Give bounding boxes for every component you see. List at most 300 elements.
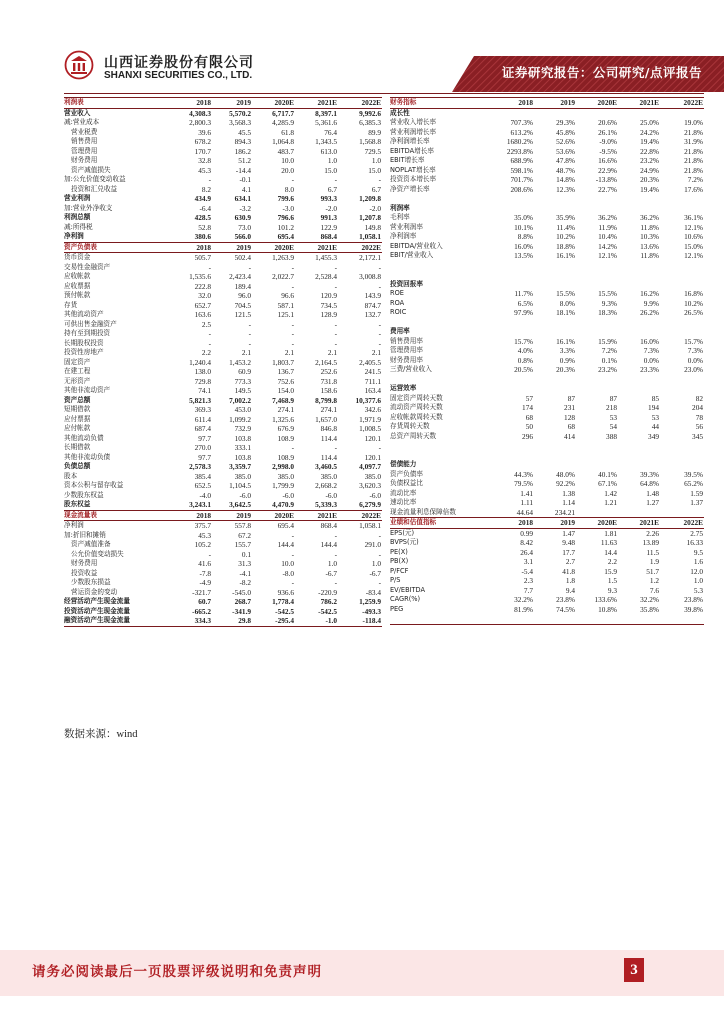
row-label: 投资活动产生现金流量: [64, 606, 130, 615]
table-cell: -: [334, 319, 337, 329]
table-cell: 16.33: [686, 538, 703, 547]
table-row: [390, 451, 704, 461]
table-cell: 1,803.7: [272, 357, 294, 367]
table-cell: 44: [651, 422, 659, 431]
row-label: 短期借款: [64, 405, 91, 413]
table-cell: -6.4: [199, 203, 211, 213]
table-cell: 19.4%: [640, 137, 659, 146]
table-row: [390, 365, 704, 375]
table-row: [390, 223, 704, 233]
row-label: 流动比率: [390, 488, 417, 497]
table-cell: 15.5%: [598, 289, 617, 298]
table-cell: 20.0: [281, 165, 294, 175]
table-cell: 222.8: [194, 281, 211, 291]
table-row: [64, 358, 382, 368]
table-cell: 128: [564, 412, 575, 422]
table-cell: 14.8%: [556, 175, 575, 184]
row-label: 应收票据: [64, 281, 91, 290]
table-cell: 296: [522, 431, 533, 441]
table-cell: 611.4: [194, 414, 211, 424]
table-cell: 2.26: [646, 528, 659, 538]
table-cell: 51.7: [646, 566, 659, 576]
table-cell: -: [378, 338, 381, 348]
table-cell: 51.2: [238, 156, 251, 165]
table-cell: 53: [651, 412, 659, 422]
table-cell: 270.0: [194, 443, 211, 452]
table-cell: 16.1%: [556, 336, 575, 346]
row-label: 财务费用: [71, 559, 98, 567]
table-cell: -: [334, 578, 337, 587]
table-cell: 16.6%: [598, 156, 617, 165]
table-cell: 53.6%: [556, 146, 575, 156]
row-label: 加:营业外净收支: [64, 203, 113, 212]
table-cell: 2.7: [565, 557, 575, 566]
table-cell: 676.9: [277, 424, 294, 433]
table-row: [390, 318, 704, 328]
table-cell: 12.1%: [598, 251, 617, 260]
table-cell: [488, 261, 534, 271]
row-label: 长期股权投资: [64, 338, 104, 347]
table-row: [390, 166, 704, 176]
table-cell: [534, 318, 576, 328]
table-cell: 81.9%: [514, 604, 533, 614]
table-cell: 1,799.9: [272, 481, 294, 490]
table-row: [64, 242, 382, 253]
table-cell: 21.8%: [684, 146, 703, 156]
table-cell: -: [334, 175, 337, 184]
table-cell: [660, 460, 704, 470]
row-label: 销售费用率: [390, 336, 423, 345]
table-row: [390, 432, 704, 442]
table-row: [390, 460, 704, 470]
table-cell: 868.4: [320, 521, 337, 530]
table-cell: 13.89: [642, 538, 659, 547]
table-cell: -: [291, 530, 294, 540]
table-cell: 18.3%: [598, 308, 617, 317]
row-label: [390, 194, 488, 204]
table-cell: 385.0: [234, 471, 251, 481]
table-cell: 3,243.1: [189, 500, 211, 509]
table-cell: [488, 194, 534, 204]
row-label: 其他流动资产: [64, 310, 104, 318]
table-cell: 22.8%: [640, 146, 659, 156]
table-cell: [488, 327, 534, 337]
table-cell: 2020E: [576, 518, 618, 529]
table-cell: 1,657.0: [315, 414, 337, 424]
table-cell: 734.5: [320, 300, 337, 310]
table-cell: -: [378, 319, 381, 329]
table-row: [64, 147, 382, 157]
table-row: [64, 453, 382, 463]
table-cell: 36.1%: [684, 213, 703, 222]
table-row: [390, 156, 704, 166]
left-financial-table: [64, 97, 382, 627]
row-label: 速动比率: [390, 498, 417, 506]
table-cell: 1.2: [649, 576, 659, 585]
table-row: [64, 253, 382, 263]
row-label: 净利润增长率: [390, 137, 430, 145]
table-cell: 105.2: [194, 540, 211, 549]
table-cell: 1.0: [371, 559, 381, 568]
table-cell: 874.7: [364, 300, 381, 310]
table-cell: 7.3%: [643, 346, 659, 355]
table-cell: 0.1%: [601, 355, 617, 365]
table-cell: 17.6%: [684, 184, 703, 194]
row-label: 净利润: [64, 521, 84, 529]
table-cell: [534, 204, 576, 214]
table-cell: 729.5: [364, 146, 381, 156]
table-cell: 2,528.4: [315, 272, 337, 281]
row-label: P/FCF: [390, 566, 409, 575]
table-cell: 1,104.5: [229, 481, 251, 490]
data-source-note: 数据来源：wind: [64, 729, 138, 740]
row-label: 营业利润: [64, 194, 91, 202]
table-cell: 1.81: [604, 528, 617, 538]
row-label: 现金流量利息保障倍数: [390, 507, 456, 516]
table-cell: 707.3%: [510, 118, 533, 127]
table-cell: 208.6%: [510, 184, 533, 194]
table-row: [64, 500, 382, 510]
table-cell: 103.8: [234, 433, 251, 443]
table-row: [390, 137, 704, 147]
table-cell: 48.0%: [556, 469, 575, 479]
table-cell: 0.8%: [517, 355, 533, 365]
table-cell: [618, 375, 660, 385]
table-cell: 67.2: [238, 530, 251, 540]
table-row: [64, 481, 382, 491]
table-cell: 7.3%: [687, 346, 703, 355]
table-cell: 97.7: [198, 433, 211, 443]
table-cell: 2.5: [201, 319, 211, 329]
table-cell: 20.5%: [514, 365, 533, 374]
row-label: 利润总额: [64, 213, 91, 221]
company-name-cn: 山西证券股份有限公司: [104, 55, 254, 71]
table-cell: -: [378, 578, 381, 587]
table-cell: 20.3%: [556, 365, 575, 374]
table-row: [64, 472, 382, 482]
table-cell: -545.0: [232, 587, 251, 597]
table-row: [64, 540, 382, 550]
table-cell: -: [248, 262, 251, 272]
table-row: [390, 479, 704, 489]
table-cell: 11.63: [600, 538, 617, 547]
table-cell: 64.8%: [640, 479, 659, 488]
table-cell: 1.8: [565, 576, 575, 585]
table-cell: 1.0: [327, 559, 337, 568]
table-cell: 60.9: [238, 367, 251, 376]
table-row: [64, 156, 382, 166]
table-cell: 388: [606, 431, 617, 441]
table-cell: -: [248, 319, 251, 329]
row-label: 固定资产周转天数: [390, 393, 443, 402]
table-cell: 4.1: [241, 184, 251, 194]
row-label: 营业利润增长率: [390, 127, 437, 136]
row-label: 资产负债率: [390, 469, 423, 478]
row-label: 销售费用: [71, 137, 98, 145]
table-cell: -321.7: [192, 587, 211, 597]
table-row: [64, 272, 382, 282]
table-cell: 15.7%: [514, 336, 533, 346]
table-cell: 3,460.5: [315, 462, 337, 471]
table-cell: 2022E: [338, 98, 382, 109]
table-cell: 704.5: [234, 300, 251, 310]
table-cell: 29.8: [212, 616, 252, 626]
table-cell: [534, 375, 576, 385]
table-cell: 1.37: [690, 498, 703, 507]
row-label: 货币资金: [64, 253, 91, 261]
table-cell: 45.3: [198, 165, 211, 175]
table-cell: 786.2: [320, 597, 337, 606]
table-row: [390, 614, 704, 624]
table-cell: 23.8%: [684, 595, 703, 604]
row-label: 现金流量表: [64, 510, 172, 521]
table-cell: -9.5%: [599, 146, 617, 156]
table-cell: 73.0: [238, 222, 251, 232]
company-name-en: SHANXI SECURITIES CO., LTD.: [104, 70, 253, 81]
table-cell: 18.1%: [556, 308, 575, 317]
table-cell: 39.8%: [684, 604, 703, 614]
table-cell: 7,002.2: [229, 395, 251, 405]
table-cell: [618, 460, 660, 470]
table-cell: 18.8%: [556, 241, 575, 251]
table-row: [390, 289, 704, 299]
table-cell: [534, 280, 576, 290]
table-cell: 2021E: [295, 242, 338, 253]
table-cell: [576, 460, 618, 470]
table-cell: 2.2: [201, 348, 211, 357]
table-cell: -8.0: [282, 568, 294, 578]
table-row: [390, 356, 704, 366]
table-cell: 45.5: [238, 127, 251, 137]
table-cell: [618, 108, 660, 118]
table-cell: 2,405.5: [359, 357, 381, 367]
row-label: 长期借款: [64, 443, 91, 451]
table-row: [64, 531, 382, 541]
table-cell: 0.1: [241, 549, 251, 559]
table-cell: 1.5: [607, 576, 617, 585]
table-cell: 45.3: [198, 530, 211, 540]
table-cell: 8.42: [520, 538, 533, 547]
table-cell: 16.1%: [556, 251, 575, 260]
table-cell: 652.7: [194, 300, 211, 310]
table-cell: 10.0: [281, 559, 294, 568]
table-row: [390, 557, 704, 567]
table-cell: 9.3: [607, 585, 617, 595]
table-cell: 3,359.7: [229, 462, 251, 471]
table-cell: 634.1: [234, 194, 251, 203]
table-row: [390, 413, 704, 423]
table-row: [64, 194, 382, 204]
table-cell: [576, 508, 618, 518]
table-cell: 133.6%: [594, 595, 617, 604]
table-cell: 695.4: [277, 521, 294, 530]
table-cell: 3,568.3: [229, 118, 251, 127]
table-cell: 2,172.1: [359, 253, 381, 262]
table-cell: 11.7%: [514, 289, 533, 298]
table-cell: 274.1: [320, 405, 337, 414]
row-label: 利润率: [390, 203, 410, 212]
table-cell: 1.38: [562, 488, 575, 498]
table-cell: -6.0: [282, 490, 294, 500]
table-cell: -295.4: [252, 616, 295, 626]
table-cell: [660, 384, 704, 394]
table-cell: [534, 108, 576, 118]
table-cell: 158.6: [320, 386, 337, 395]
table-cell: 2293.8%: [506, 146, 533, 156]
row-label: 应付票据: [64, 414, 91, 423]
table-cell: 128.9: [320, 310, 337, 319]
row-label: NOPLAT增长率: [390, 165, 436, 174]
table-cell: 1,453.2: [229, 357, 251, 367]
table-cell: 2021E: [295, 98, 338, 109]
table-cell: 10.0: [281, 156, 294, 165]
company-logo-icon: [64, 50, 94, 80]
table-cell: 108.9: [277, 433, 294, 443]
table-row: [390, 346, 704, 356]
table-cell: -2.0: [325, 203, 337, 213]
table-cell: 453.0: [234, 405, 251, 414]
table-cell: 26.5%: [684, 308, 703, 317]
table-cell: [534, 384, 576, 394]
table-row: [64, 108, 382, 118]
table-cell: -493.3: [362, 606, 381, 616]
table-cell: [618, 261, 660, 271]
table-cell: 1,058.1: [359, 232, 381, 241]
table-row: [64, 310, 382, 320]
table-cell: 2,578.3: [189, 462, 211, 471]
table-cell: 29.3%: [556, 118, 575, 127]
table-row: [390, 595, 704, 605]
table-cell: 136.7: [277, 367, 294, 376]
table-cell: 385.0: [364, 471, 381, 481]
row-label: 三费/营业收入: [390, 365, 432, 373]
table-row: [390, 384, 704, 394]
table-cell: 5,361.6: [315, 118, 337, 127]
table-cell: -: [334, 262, 337, 272]
table-cell: 108.9: [277, 452, 294, 462]
table-row: [64, 521, 382, 531]
table-cell: [488, 280, 534, 290]
row-label: 总资产周转天数: [390, 431, 437, 440]
table-cell: 587.1: [277, 300, 294, 310]
table-cell: 32.8: [198, 156, 211, 165]
table-cell: 991.3: [320, 213, 337, 222]
row-label: 营业利润率: [390, 222, 423, 231]
table-cell: [534, 261, 576, 271]
table-cell: 97.7: [198, 452, 211, 462]
table-cell: -83.4: [365, 587, 381, 597]
table-cell: 41.8: [562, 566, 575, 576]
table-row: [64, 204, 382, 214]
table-cell: [576, 194, 618, 204]
page-header: [0, 0, 724, 92]
row-label: 固定资产: [64, 357, 91, 366]
table-row: [390, 118, 704, 128]
table-cell: 44.3%: [514, 469, 533, 479]
table-cell: 31.3: [238, 559, 251, 568]
row-label: EBITDA增长率: [390, 146, 434, 155]
table-cell: 11.8%: [640, 222, 659, 232]
table-cell: 143.9: [364, 291, 381, 300]
table-row: [390, 498, 704, 508]
table-cell: 39.6: [198, 127, 211, 137]
table-row: [64, 491, 382, 501]
table-cell: [576, 280, 618, 290]
table-row: [64, 320, 382, 330]
table-cell: 8,397.1: [315, 108, 337, 118]
table-cell: 204: [692, 403, 703, 412]
table-cell: 428.5: [194, 213, 211, 222]
table-cell: 65.2%: [684, 479, 703, 488]
table-cell: [618, 384, 660, 394]
row-label: PEG: [390, 604, 404, 613]
row-label: 少数股东损益: [71, 578, 111, 586]
row-label: P/S: [390, 576, 401, 584]
table-cell: 101.2: [277, 222, 294, 232]
table-cell: 7.2%: [601, 346, 617, 355]
table-cell: -: [248, 338, 251, 348]
table-cell: 23.0%: [684, 365, 703, 374]
table-cell: -: [291, 329, 294, 338]
table-cell: [618, 327, 660, 337]
table-cell: 613.0: [320, 146, 337, 156]
table-row: [64, 443, 382, 453]
table-cell: -665.2: [192, 606, 211, 616]
table-cell: 9.5: [693, 547, 703, 557]
table-cell: 9.3%: [601, 298, 617, 308]
table-cell: 0.99: [520, 528, 533, 538]
table-cell: 369.3: [194, 405, 211, 414]
row-label: 交易性金融资产: [64, 262, 111, 271]
table-cell: 5.3: [693, 585, 703, 595]
table-row: [390, 548, 704, 558]
row-label: 应收帐款: [64, 272, 91, 280]
table-row: [64, 510, 382, 521]
table-cell: -9.0%: [599, 137, 617, 146]
table-cell: 2,668.2: [315, 481, 337, 490]
table-cell: 4.0%: [517, 346, 533, 355]
row-label: 预付帐款: [64, 291, 91, 299]
table-row: [64, 434, 382, 444]
table-cell: 97.9%: [514, 308, 533, 317]
row-label: 运营效率: [390, 384, 417, 392]
table-cell: 557.8: [234, 521, 251, 530]
table-cell: [576, 375, 618, 385]
table-cell: [488, 204, 534, 214]
table-cell: 993.3: [320, 194, 337, 203]
table-row: [390, 327, 704, 337]
table-cell: 10.1%: [514, 222, 533, 232]
table-cell: [576, 327, 618, 337]
table-cell: 24.9%: [640, 165, 659, 175]
table-cell: 16.0%: [514, 241, 533, 251]
table-cell: 1.11: [520, 498, 533, 507]
table-cell: 56: [695, 422, 703, 431]
table-row: [390, 538, 704, 548]
table-cell: 5,339.3: [315, 500, 337, 509]
row-label: 净利润率: [390, 232, 417, 240]
table-cell: [618, 508, 660, 518]
table-cell: 74.1: [198, 386, 211, 395]
row-label: 存货: [64, 300, 78, 309]
table-cell: 268.7: [234, 597, 251, 606]
table-cell: 0.9%: [559, 355, 575, 365]
table-cell: 12.0: [690, 566, 703, 576]
table-cell: -: [208, 262, 211, 272]
table-cell: -3.0: [282, 203, 294, 213]
table-row: [390, 232, 704, 242]
table-row: [64, 175, 382, 185]
